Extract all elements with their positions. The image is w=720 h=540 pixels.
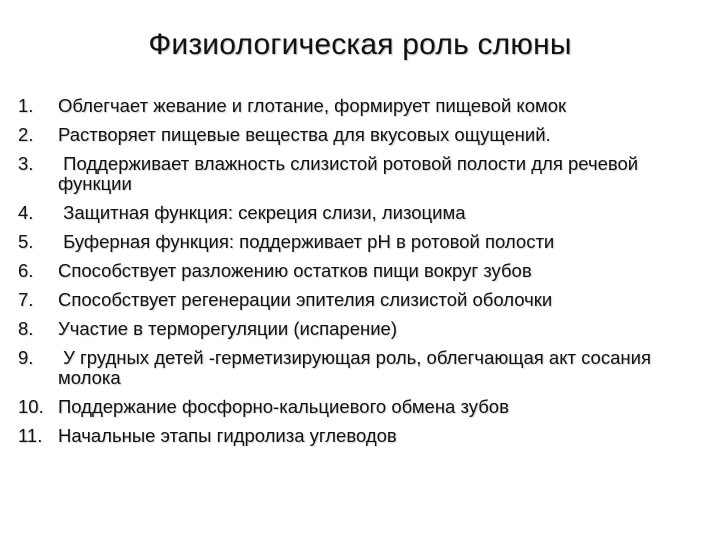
item-number: 8.	[18, 318, 34, 339]
item-number: 9.	[18, 347, 34, 368]
list-item	[18, 96, 708, 116]
item-text: Поддерживает влажность слизистой ротовой полости для речевой функции	[58, 153, 644, 194]
list-item	[18, 154, 708, 194]
item-number: 10.	[18, 396, 44, 417]
list-item	[18, 426, 708, 446]
item-text: Защитная функция: секреция слизи, лизоцима	[58, 202, 466, 223]
list-item	[18, 232, 708, 252]
item-text: Способствует регенерации эпителия слизистой оболочки	[58, 289, 553, 310]
item-text: Буферная функция: поддерживает pH в ротовой полости	[58, 231, 555, 252]
slide-title: Физиологическая роль слюны	[148, 28, 572, 61]
list-item	[18, 125, 708, 145]
item-number: 3.	[18, 153, 34, 174]
item-number: 6.	[18, 260, 34, 281]
item-text: Растворяет пищевые вещества для вкусовых ощущений.	[58, 124, 551, 145]
list-item	[18, 319, 708, 339]
list-item	[18, 397, 708, 417]
item-number: 1.	[18, 95, 34, 116]
numbered-list	[18, 96, 708, 455]
list-item	[18, 203, 708, 223]
item-number: 4.	[18, 202, 34, 223]
item-number: 11.	[18, 425, 43, 446]
item-text: Облегчает жевание и глотание, формирует пищевой комок	[58, 95, 567, 116]
list-item	[18, 261, 708, 281]
list-item	[18, 290, 708, 310]
item-number: 2.	[18, 124, 34, 145]
item-text: Начальные этапы гидролиза углеводов	[58, 425, 397, 446]
item-number: 5.	[18, 231, 34, 252]
item-text: Участие в терморегуляции (испарение)	[58, 318, 397, 339]
item-number: 7.	[18, 289, 34, 310]
item-text: Поддержание фосфорно-кальциевого обмена зубов	[58, 396, 509, 417]
item-text: У грудных детей -герметизирующая роль, облегчающая акт сосания молока	[58, 347, 657, 388]
list-item	[18, 348, 708, 388]
item-text: Способствует разложению остатков пищи вокруг зубов	[58, 260, 532, 281]
